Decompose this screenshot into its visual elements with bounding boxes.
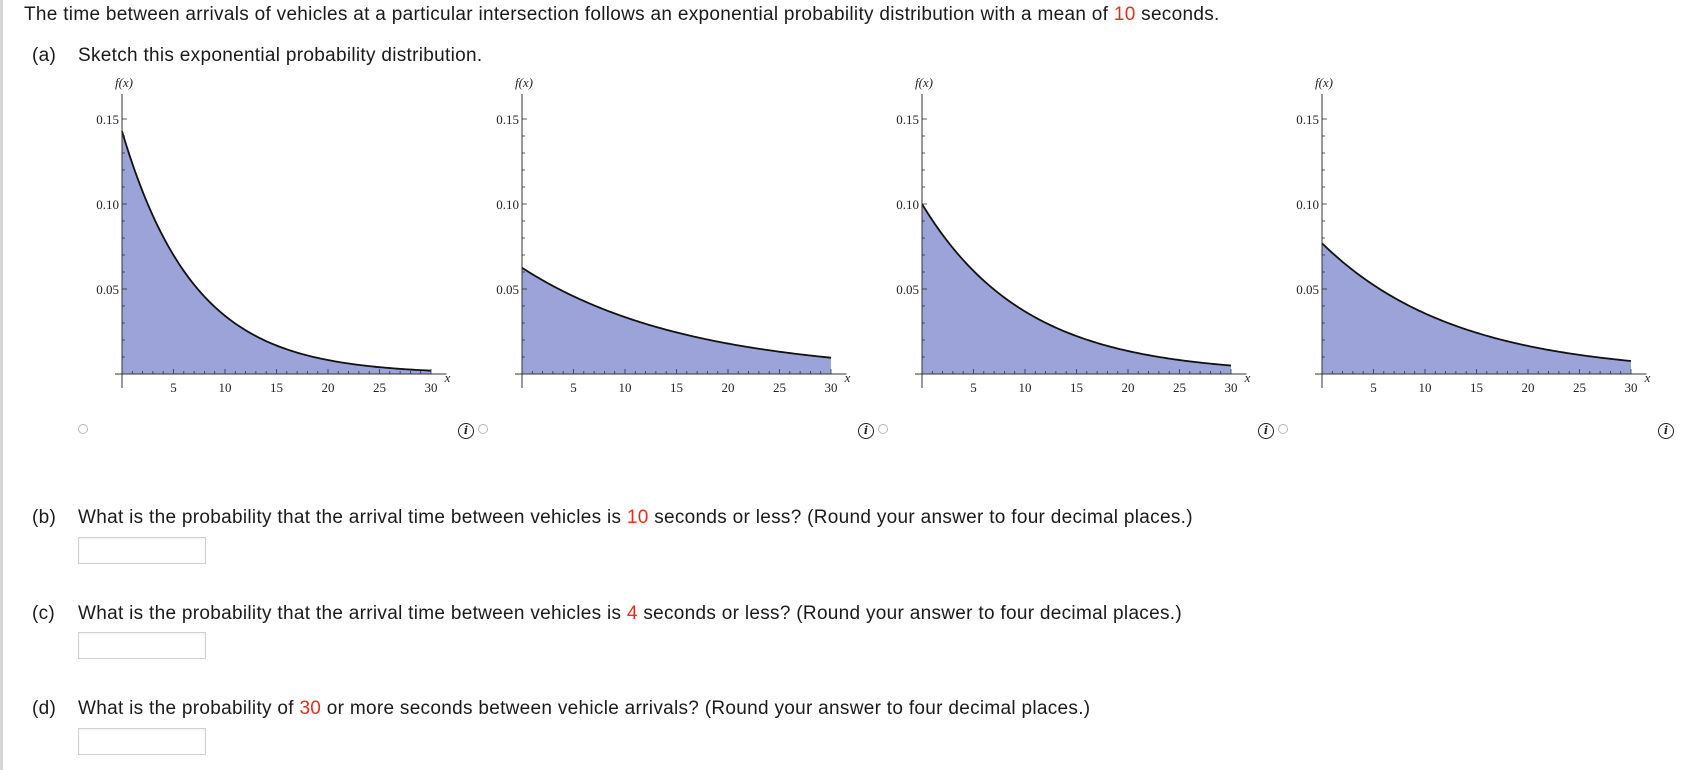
part-c-value: 4 xyxy=(626,603,638,624)
part-b-label: (b) xyxy=(32,507,57,528)
question-intro xyxy=(24,4,1220,26)
info-icon[interactable]: i xyxy=(1658,423,1674,439)
x-tick-label: 10 xyxy=(618,380,632,395)
info-icon[interactable]: i xyxy=(858,423,874,439)
density-area xyxy=(122,131,431,374)
page-left-border xyxy=(0,0,3,770)
x-tick-label: 5 xyxy=(970,380,977,395)
part-d-text: What is the probability of xyxy=(78,698,300,719)
x-tick-label: 5 xyxy=(1370,380,1377,395)
part-b-text: What is the probability that the arrival time between vehicles is xyxy=(78,507,627,528)
intro-text-end: seconds. xyxy=(1135,4,1220,25)
part-c-prompt xyxy=(32,603,1182,625)
x-tick-label: 30 xyxy=(1624,380,1638,395)
x-tick-label: 30 xyxy=(824,380,838,395)
x-tick-label: 5 xyxy=(570,380,577,395)
part-d-text-end: or more seconds between vehicle arrivals? (Round your answer to four decimal places.) xyxy=(321,698,1091,719)
y-axis-label: f(x) xyxy=(514,75,534,90)
graph-option-3[interactable] xyxy=(860,75,1260,437)
x-tick-label: 25 xyxy=(1173,380,1186,395)
y-tick-label: 0.05 xyxy=(896,282,919,297)
y-tick-label: 0.05 xyxy=(1296,282,1319,297)
density-area xyxy=(522,268,831,374)
y-tick-label: 0.10 xyxy=(496,197,519,212)
x-tick-label: 10 xyxy=(1018,380,1032,395)
x-tick-label: 25 xyxy=(1573,380,1586,395)
x-tick-label: 5 xyxy=(170,380,177,395)
y-tick-label: 0.15 xyxy=(896,112,919,127)
mean-value: 10 xyxy=(1113,4,1136,25)
x-tick-label: 20 xyxy=(1121,380,1135,395)
x-tick-label: 20 xyxy=(1521,380,1535,395)
intro-text: The time between arrivals of vehicles at a particular intersection follows an exponential probability distribution with a mean of xyxy=(24,4,1114,25)
x-tick-label: 15 xyxy=(270,380,283,395)
info-icon[interactable]: i xyxy=(1258,423,1274,439)
x-axis-label: x xyxy=(844,370,851,385)
part-d-value: 30 xyxy=(299,698,322,719)
x-tick-label: 15 xyxy=(1470,380,1483,395)
x-axis-label: x xyxy=(1244,370,1251,385)
part-b-text-end: seconds or less? (Round your answer to four decimal places.) xyxy=(648,507,1193,528)
x-tick-label: 30 xyxy=(1224,380,1238,395)
x-axis-label: x xyxy=(1644,370,1651,385)
part-d-prompt xyxy=(32,698,1090,720)
graph-option-1[interactable] xyxy=(60,75,460,437)
part-b-prompt xyxy=(32,507,1193,529)
x-tick-label: 20 xyxy=(321,380,335,395)
y-tick-label: 0.15 xyxy=(496,112,519,127)
part-d-label: (d) xyxy=(32,698,57,719)
part-a-text: Sketch this exponential probability distribution. xyxy=(78,45,483,66)
x-tick-label: 15 xyxy=(1070,380,1083,395)
graph-option-4[interactable] xyxy=(1260,75,1660,437)
part-c-text-end: seconds or less? (Round your answer to four decimal places.) xyxy=(637,603,1182,624)
y-tick-label: 0.15 xyxy=(1296,112,1319,127)
x-tick-label: 25 xyxy=(773,380,786,395)
part-c-label: (c) xyxy=(32,603,56,624)
y-tick-label: 0.05 xyxy=(96,282,119,297)
part-a-prompt xyxy=(32,45,482,67)
info-icon[interactable]: i xyxy=(458,423,474,439)
graph-option-2[interactable] xyxy=(460,75,860,437)
part-a-label: (a) xyxy=(32,45,57,66)
y-axis-label: f(x) xyxy=(1314,75,1334,90)
y-tick-label: 0.15 xyxy=(96,112,119,127)
part-c-answer-input[interactable] xyxy=(78,632,206,659)
y-tick-label: 0.10 xyxy=(1296,197,1319,212)
x-tick-label: 30 xyxy=(424,380,438,395)
x-tick-label: 25 xyxy=(373,380,386,395)
part-b-value: 10 xyxy=(626,507,649,528)
graph-option-2-radio[interactable] xyxy=(478,424,488,434)
graph-option-1-radio[interactable] xyxy=(78,424,88,434)
density-area xyxy=(922,204,1231,374)
y-tick-label: 0.05 xyxy=(496,282,519,297)
density-area xyxy=(1322,243,1631,374)
graph-option-3-radio[interactable] xyxy=(878,424,888,434)
y-axis-label: f(x) xyxy=(914,75,934,90)
x-axis-label: x xyxy=(444,370,451,385)
x-tick-label: 10 xyxy=(1418,380,1432,395)
y-tick-label: 0.10 xyxy=(96,197,119,212)
graph-option-4-radio[interactable] xyxy=(1278,424,1288,434)
part-b-answer-input[interactable] xyxy=(78,537,206,564)
x-tick-label: 20 xyxy=(721,380,735,395)
part-d-answer-input[interactable] xyxy=(78,728,206,755)
y-tick-label: 0.10 xyxy=(896,197,919,212)
y-axis-label: f(x) xyxy=(114,75,134,90)
x-tick-label: 10 xyxy=(218,380,232,395)
x-tick-label: 15 xyxy=(670,380,683,395)
part-c-text: What is the probability that the arrival time between vehicles is xyxy=(78,603,627,624)
